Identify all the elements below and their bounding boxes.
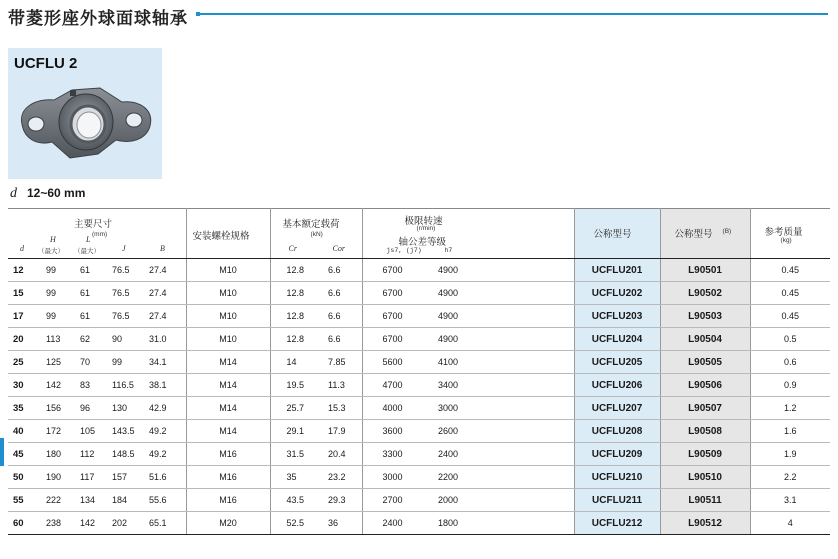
- cell-b: 49.2: [149, 449, 167, 459]
- header-model-b: 公称型号: [674, 229, 713, 240]
- cell-bolt: M16: [219, 472, 237, 482]
- cell-h: 172: [46, 426, 62, 436]
- cell-cr: 52.5: [286, 518, 305, 528]
- header-bolt: 安装螺栓规格: [192, 231, 250, 242]
- cell-mass: 0.45: [781, 265, 800, 275]
- cell-speed-1: 6700: [382, 265, 403, 275]
- header-H-note: （最大）: [38, 248, 64, 255]
- cell-model-b: L90506: [688, 379, 722, 391]
- cell-speed-2: 4900: [438, 265, 459, 275]
- cell-h: 99: [46, 311, 57, 321]
- table-row: [8, 374, 830, 397]
- bore-range: [10, 186, 85, 202]
- cell-model: UCFLU202: [591, 287, 643, 299]
- cell-bolt: M10: [219, 288, 237, 298]
- cell-bolt: M10: [219, 311, 237, 321]
- cell-l: 142: [80, 518, 96, 528]
- cell-mass: 4: [787, 518, 793, 528]
- cell-mass: 0.6: [784, 357, 797, 367]
- table-row: [8, 282, 830, 305]
- cell-d: 40: [13, 425, 24, 437]
- cell-speed-1: 4700: [382, 380, 403, 390]
- cell-d: 45: [13, 448, 24, 460]
- cell-h: 113: [46, 334, 61, 344]
- side-marker: [0, 438, 4, 466]
- cell-mass: 3.1: [784, 495, 797, 505]
- cell-cor: 17.9: [328, 426, 346, 436]
- cell-l: 96: [80, 403, 91, 413]
- cell-bolt: M10: [219, 265, 237, 275]
- table-row: [8, 512, 830, 535]
- cell-l: 112: [80, 449, 95, 459]
- cell-cr: 43.5: [286, 495, 305, 505]
- cell-bolt: M16: [219, 449, 237, 459]
- cell-cor: 6.6: [328, 334, 341, 344]
- cell-speed-1: 5600: [382, 357, 403, 367]
- header-model: 公称型号: [593, 229, 632, 240]
- cell-mass: 0.5: [784, 334, 797, 344]
- cell-l: 61: [80, 288, 91, 298]
- cell-cr: 12.8: [286, 334, 305, 344]
- cell-l: 61: [80, 265, 91, 275]
- cell-speed-2: 3000: [438, 403, 459, 413]
- cell-speed-1: 2400: [382, 518, 403, 528]
- cell-l: 61: [80, 311, 91, 321]
- cell-h: 125: [46, 357, 62, 367]
- cell-speed-2: 4900: [438, 334, 459, 344]
- cell-mass: 1.9: [784, 449, 797, 459]
- cell-speed-1: 3600: [382, 426, 403, 436]
- model-heading: UCFLU 2: [14, 55, 78, 72]
- cell-model-b: L90505: [688, 356, 722, 368]
- cell-model: UCFLU211: [592, 494, 643, 506]
- cell-model-b: L90508: [688, 425, 722, 437]
- header-tol-js7: js7, (j7): [386, 247, 422, 254]
- cell-d: 15: [13, 287, 24, 299]
- header-tolerance: 轴公差等级: [398, 237, 447, 248]
- cell-cor: 6.6: [328, 311, 341, 321]
- cell-cor: 7.85: [328, 357, 346, 367]
- header-speed: 极限转速: [404, 216, 443, 227]
- cell-b: 27.4: [149, 265, 167, 275]
- cell-bolt: M14: [219, 357, 237, 367]
- table-row: [8, 466, 830, 489]
- cell-j: 130: [112, 403, 128, 413]
- table-row: [8, 443, 830, 466]
- header-load-unit: (kN): [310, 231, 323, 238]
- cell-d: 60: [13, 517, 24, 529]
- cell-mass: 0.9: [784, 380, 797, 390]
- cell-cr: 12.8: [286, 311, 305, 321]
- cell-model: UCFLU212: [591, 517, 643, 529]
- header-B: B: [160, 244, 165, 253]
- cell-cr: 12.8: [286, 288, 305, 298]
- cell-d: 30: [13, 379, 24, 391]
- cell-model: UCFLU204: [591, 333, 643, 345]
- cell-bolt: M20: [219, 518, 237, 528]
- header-cor: Cor: [332, 244, 345, 253]
- cell-model: UCFLU209: [591, 448, 643, 460]
- cell-h: 190: [46, 472, 62, 482]
- cell-cr: 14: [286, 357, 297, 367]
- cell-cor: 15.3: [328, 403, 346, 413]
- cell-speed-1: 4000: [382, 403, 403, 413]
- table-row: [8, 305, 830, 328]
- cell-d: 50: [13, 471, 24, 483]
- cell-l: 83: [80, 380, 91, 390]
- header-speed-unit: (r/min): [416, 225, 436, 232]
- cell-j: 184: [112, 495, 128, 505]
- cell-b: 31.0: [149, 334, 167, 344]
- cell-h: 142: [46, 380, 62, 390]
- header-cr: Cr: [288, 244, 297, 253]
- header-H: H: [50, 235, 56, 244]
- cell-b: 55.6: [149, 495, 167, 505]
- cell-mass: 1.2: [784, 403, 797, 413]
- cell-speed-2: 2200: [438, 472, 459, 482]
- cell-h: 238: [46, 518, 62, 528]
- cell-speed-1: 2700: [382, 495, 403, 505]
- table-row: [8, 259, 830, 282]
- cell-mass: 2.2: [784, 472, 797, 482]
- cell-d: 55: [13, 494, 24, 506]
- cell-model: UCFLU205: [591, 356, 643, 368]
- cell-model: UCFLU208: [591, 425, 643, 437]
- page-title: 带菱形座外球面球轴承: [8, 9, 188, 29]
- cell-speed-1: 3000: [382, 472, 403, 482]
- cell-j: 148.5: [112, 449, 135, 459]
- cell-j: 157: [112, 472, 128, 482]
- table-row: [8, 420, 830, 443]
- cell-model-b: L90510: [688, 471, 722, 483]
- cell-model-b: L90507: [688, 402, 722, 414]
- cell-bolt: M14: [219, 380, 237, 390]
- header-main-dims: 主要尺寸: [74, 219, 113, 230]
- header-mass: 参考质量: [764, 227, 803, 238]
- cell-b: 65.1: [149, 518, 167, 528]
- cell-cor: 11.3: [328, 380, 345, 390]
- cell-speed-2: 3400: [438, 380, 459, 390]
- cell-b: 51.6: [149, 472, 167, 482]
- cell-speed-1: 6700: [382, 334, 403, 344]
- cell-speed-1: 6700: [382, 288, 403, 298]
- bearing-image: [14, 80, 156, 172]
- cell-h: 99: [46, 288, 57, 298]
- cell-d: 35: [13, 402, 24, 414]
- cell-speed-2: 4100: [438, 357, 459, 367]
- table-row: [8, 397, 830, 420]
- header-load: 基本额定载荷: [282, 219, 340, 230]
- cell-cor: 6.6: [328, 288, 341, 298]
- header-L-unit: (mm): [92, 231, 108, 238]
- cell-j: 90: [112, 334, 123, 344]
- cell-bolt: M16: [219, 495, 237, 505]
- header-d: d: [20, 244, 24, 253]
- cell-speed-2: 4900: [438, 288, 459, 298]
- cell-j: 143.5: [112, 426, 135, 436]
- cell-cr: 35: [286, 472, 297, 482]
- cell-b: 27.4: [149, 311, 167, 321]
- cell-l: 134: [80, 495, 96, 505]
- cell-model: UCFLU206: [591, 379, 643, 391]
- cell-h: 99: [46, 265, 57, 275]
- cell-d: 17: [13, 310, 24, 322]
- header-mass-unit: (kg): [780, 237, 792, 244]
- header-L: L: [86, 235, 91, 244]
- cell-speed-2: 4900: [438, 311, 459, 321]
- cell-j: 76.5: [112, 265, 130, 275]
- cell-model: UCFLU201: [591, 264, 643, 276]
- cell-h: 222: [46, 495, 62, 505]
- cell-model-b: L90511: [688, 494, 722, 506]
- cell-model: UCFLU210: [591, 471, 643, 483]
- cell-speed-2: 1800: [438, 518, 459, 528]
- cell-j: 116.5: [112, 380, 134, 390]
- header-tol-h7: h7: [444, 247, 453, 254]
- cell-d: 20: [13, 333, 24, 345]
- cell-mass: 0.45: [781, 288, 800, 298]
- cell-speed-1: 3300: [382, 449, 403, 459]
- cell-b: 27.4: [149, 288, 167, 298]
- cell-speed-2: 2000: [438, 495, 459, 505]
- cell-model-b: L90504: [688, 333, 722, 345]
- cell-b: 38.1: [149, 380, 167, 390]
- cell-speed-1: 6700: [382, 311, 403, 321]
- cell-j: 76.5: [112, 311, 130, 321]
- cell-d: 25: [13, 356, 24, 368]
- cell-model-b: L90512: [688, 517, 722, 529]
- cell-l: 117: [80, 472, 95, 482]
- cell-cor: 20.4: [328, 449, 346, 459]
- cell-b: 49.2: [149, 426, 167, 436]
- cell-b: 42.9: [149, 403, 167, 413]
- cell-j: 202: [112, 518, 128, 528]
- bore-symbol: d: [10, 186, 17, 201]
- cell-speed-2: 2400: [438, 449, 459, 459]
- cell-bolt: M10: [219, 334, 237, 344]
- table-row: [8, 351, 830, 374]
- cell-model-b: L90501: [688, 264, 722, 276]
- cell-h: 180: [46, 449, 62, 459]
- cell-cr: 12.8: [286, 265, 305, 275]
- cell-model-b: L90509: [688, 448, 722, 460]
- bore-range-value: 12~60 mm: [27, 186, 86, 200]
- title-rule: [196, 13, 828, 15]
- cell-cr: 31.5: [286, 449, 305, 459]
- cell-l: 105: [80, 426, 96, 436]
- cell-cr: 25.7: [286, 403, 305, 413]
- cell-cr: 19.5: [286, 380, 305, 390]
- table-header: [8, 209, 830, 259]
- cell-cor: 6.6: [328, 265, 341, 275]
- cell-bolt: M14: [219, 403, 237, 413]
- cell-cor: 23.2: [328, 472, 346, 482]
- cell-mass: 1.6: [784, 426, 797, 436]
- header-model-b-suffix: (B): [722, 228, 732, 235]
- cell-bolt: M14: [219, 426, 237, 436]
- header-L-note: （最大）: [74, 248, 100, 255]
- cell-model-b: L90503: [688, 310, 722, 322]
- table-row: [8, 328, 830, 351]
- cell-cr: 29.1: [286, 426, 305, 436]
- cell-l: 70: [80, 357, 91, 367]
- cell-h: 156: [46, 403, 62, 413]
- cell-speed-2: 2600: [438, 426, 459, 436]
- cell-j: 99: [112, 357, 123, 367]
- cell-model: UCFLU207: [591, 402, 643, 414]
- cell-cor: 36: [328, 518, 339, 528]
- cell-j: 76.5: [112, 288, 130, 298]
- cell-b: 34.1: [149, 357, 167, 367]
- cell-mass: 0.45: [781, 311, 800, 321]
- spec-table: [8, 208, 830, 535]
- cell-d: 12: [13, 264, 24, 276]
- cell-cor: 29.3: [328, 495, 346, 505]
- cell-model: UCFLU203: [591, 310, 643, 322]
- cell-l: 62: [80, 334, 91, 344]
- table-row: [8, 489, 830, 512]
- cell-model-b: L90502: [688, 287, 722, 299]
- header-J: J: [122, 244, 126, 253]
